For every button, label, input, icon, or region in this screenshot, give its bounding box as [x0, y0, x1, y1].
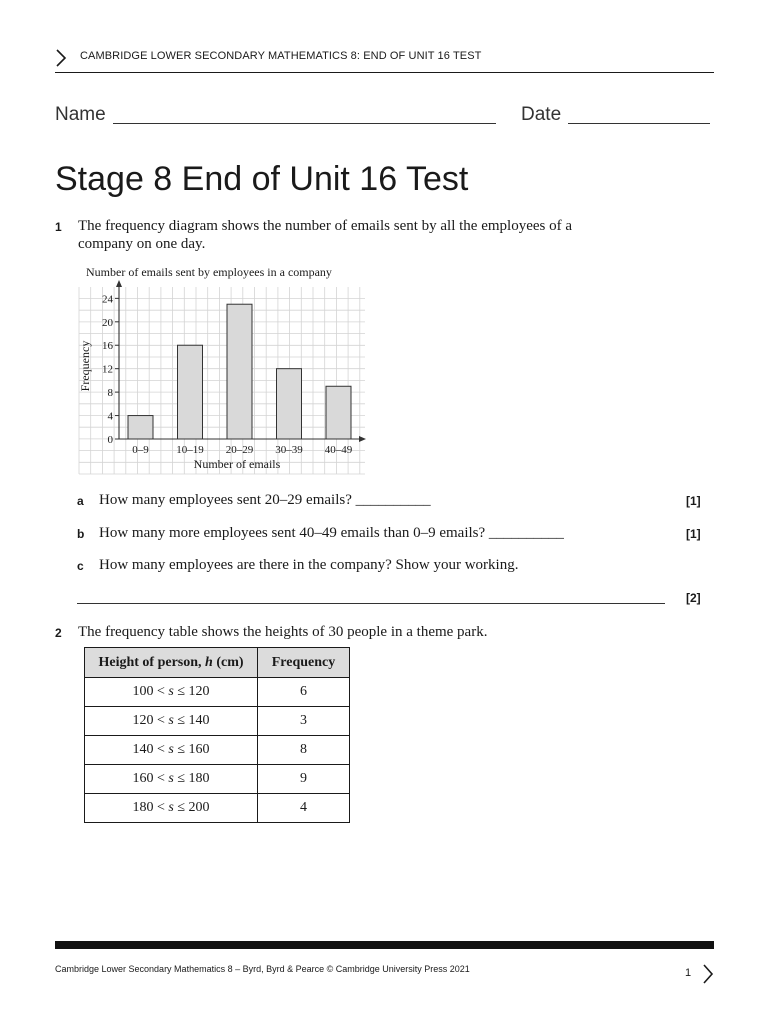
part-a-text: How many employees sent 20–29 emails? __________: [99, 492, 431, 508]
page-number: 1: [685, 967, 692, 979]
table-row: [85, 794, 350, 823]
table-header-row: [85, 648, 350, 678]
y-axis-label: Frequency: [78, 340, 92, 392]
table-row: [85, 736, 350, 765]
part-c-text: How many employees are there in the company? Show your working.: [99, 557, 519, 573]
frequency-table: [84, 647, 350, 823]
x-tick-label: 10–19: [176, 444, 204, 456]
x-axis-label: Number of emails: [193, 457, 281, 471]
y-tick-label: 16: [102, 340, 113, 353]
frequency-cell: 6: [258, 678, 350, 707]
question-2-text: The frequency table shows the heights of 30 people in a theme park.: [78, 624, 488, 640]
y-tick-label: 20: [102, 316, 113, 329]
footer-text: Cambridge Lower Secondary Mathematics 8 – Byrd, Byrd & Pearce © Cambridge University Press 2021: [55, 964, 470, 974]
x-tick-label: 40–49: [324, 444, 353, 456]
chart-title: Number of emails sent by employees in a company: [86, 265, 332, 279]
column-header-frequency: Frequency: [258, 648, 350, 678]
height-cell: 140 < s ≤ 160: [85, 736, 258, 765]
page-title: Stage 8 End of Unit 16 Test: [55, 160, 469, 198]
part-b-marks: [1]: [686, 527, 701, 541]
part-c-label: c: [77, 559, 84, 573]
date-field[interactable]: [568, 123, 710, 124]
table-row: [85, 765, 350, 794]
bar: [128, 416, 153, 439]
header-title: CAMBRIDGE LOWER SECONDARY MATHEMATICS 8: END OF UNIT 16 TEST: [80, 50, 482, 62]
name-field[interactable]: [113, 123, 496, 124]
y-tick-label: 8: [107, 387, 113, 400]
question-2-number: 2: [55, 626, 62, 640]
frequency-cell: 9: [258, 765, 350, 794]
part-b-text: How many more employees sent 40–49 emails than 0–9 emails? __________: [99, 525, 564, 541]
y-axis-arrow: [116, 280, 122, 287]
bar: [326, 386, 351, 439]
part-b-label: b: [77, 527, 85, 541]
table-row: [85, 678, 350, 707]
column-header-height: Height of person, h (cm): [85, 648, 258, 678]
height-cell: 160 < s ≤ 180: [85, 765, 258, 794]
answer-line[interactable]: [77, 603, 665, 604]
x-tick-label: 30–39: [275, 444, 303, 456]
bar: [227, 304, 252, 439]
y-tick-label: 0: [107, 434, 113, 446]
y-tick-label: 24: [102, 293, 113, 306]
x-tick-label: 20–29: [225, 444, 254, 456]
height-cell: 180 < s ≤ 200: [85, 794, 258, 823]
bar: [277, 369, 302, 439]
frequency-cell: 4: [258, 794, 350, 823]
height-cell: 120 < s ≤ 140: [85, 707, 258, 736]
frequency-cell: 8: [258, 736, 350, 765]
x-axis-arrow: [359, 436, 366, 442]
y-tick-label: 12: [102, 363, 113, 376]
header-divider: [55, 72, 714, 73]
y-tick-label: 4: [107, 410, 113, 423]
x-tick-label: 0–9: [132, 444, 149, 456]
question-1-number: 1: [55, 220, 62, 234]
frequency-diagram: [75, 262, 375, 481]
frequency-cell: 3: [258, 707, 350, 736]
chevron-right-icon: [54, 48, 68, 68]
bar: [178, 345, 203, 439]
bar-chart: [75, 262, 375, 476]
part-c-marks: [2]: [686, 591, 701, 605]
part-a-marks: [1]: [686, 494, 701, 508]
date-label: Date: [521, 104, 562, 125]
name-label: Name: [55, 104, 106, 125]
height-cell: 100 < s ≤ 120: [85, 678, 258, 707]
footer-bar: [55, 941, 714, 949]
question-1-text-line1: The frequency diagram shows the number of emails sent by all the employees of a: [78, 218, 573, 234]
part-a-label: a: [77, 494, 84, 508]
next-page-icon[interactable]: [701, 963, 715, 985]
table-row: [85, 707, 350, 736]
question-1-text-line2: company on one day.: [78, 236, 206, 252]
